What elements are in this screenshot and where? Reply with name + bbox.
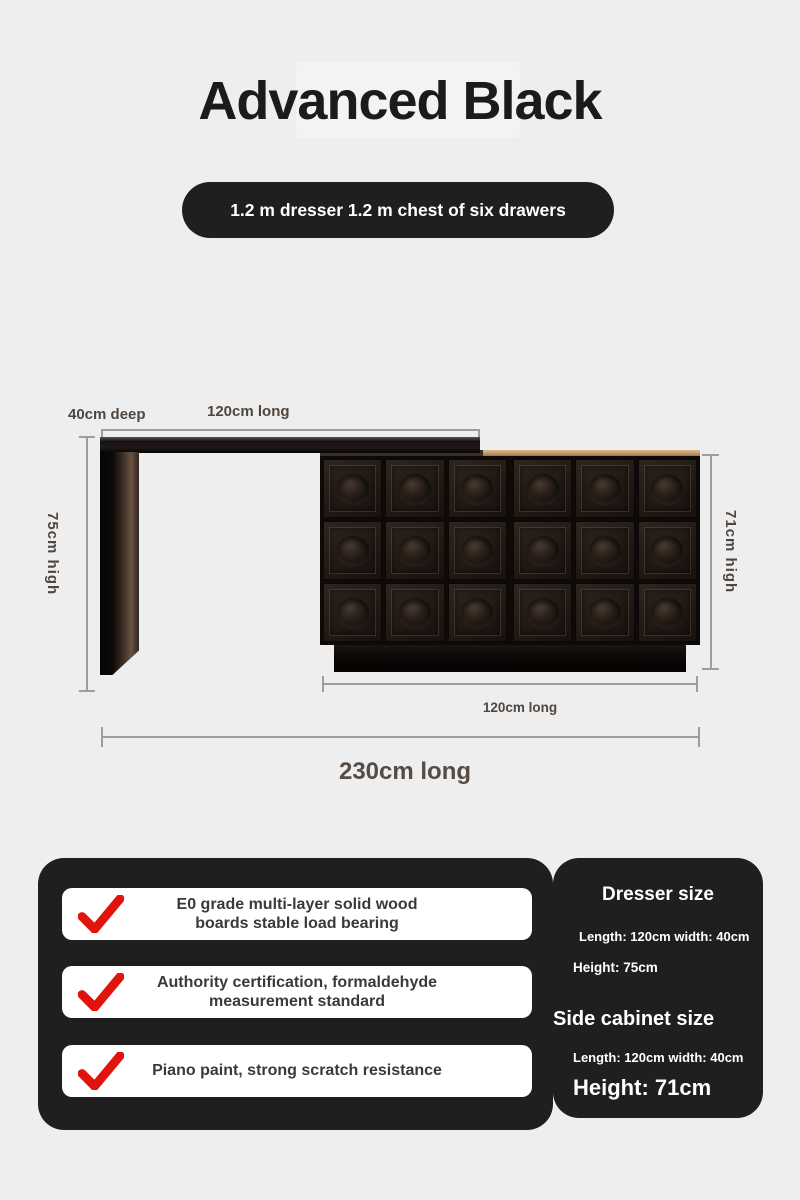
drawer-front [323, 583, 382, 642]
drawer-front [323, 521, 382, 580]
drawer-front [323, 459, 382, 518]
drawer-front [385, 583, 444, 642]
dresser-height: Height: 75cm [573, 960, 658, 975]
drawer-front [448, 459, 507, 518]
drawer-knob [337, 536, 369, 566]
desk-height-bottom-tick [79, 690, 95, 692]
side-cabinet-size-title: Side cabinet size [553, 1008, 715, 1030]
drawer-front [513, 521, 572, 580]
cabinet-height-dimension-line [710, 455, 712, 670]
side-cabinet-dimensions: Length: 120cm width: 40cm [573, 1050, 744, 1065]
cabinet-plinth-base [334, 645, 686, 672]
drawer-front [448, 583, 507, 642]
features-panel [38, 858, 553, 1130]
drawer-front [575, 583, 634, 642]
drawer-knob [461, 474, 493, 504]
side-cabinet [320, 450, 700, 645]
desk-tabletop [100, 437, 480, 453]
cabinet-length-dimension-line [323, 683, 698, 685]
drawer-knob [399, 474, 431, 504]
size-panel [553, 858, 763, 1118]
drawer-knob [337, 474, 369, 504]
drawer-knob [527, 536, 559, 566]
total-length-left-tick [101, 727, 103, 747]
cabinet-length-left-tick [322, 676, 324, 692]
desk-height-dimension-line [86, 437, 88, 692]
drawer-front [385, 521, 444, 580]
drawer-knob [589, 598, 621, 628]
cabinet-length-dimension-label: 120cm long [482, 700, 558, 715]
drawer-knob [651, 598, 683, 628]
drawer-front [575, 521, 634, 580]
drawer-front [385, 459, 444, 518]
cabinet-drawer-grid [320, 456, 700, 645]
feature-text: Authority certification, formaldehyde measurement standard [156, 973, 438, 1010]
drawer-front [513, 583, 572, 642]
drawer-front [448, 521, 507, 580]
subtitle-badge [182, 182, 614, 238]
drawer-knob [337, 598, 369, 628]
desk-length-dimension-line [101, 429, 480, 431]
side-cabinet-height: Height: 71cm [573, 1075, 712, 1100]
total-length-right-tick [698, 727, 700, 747]
cabinet-height-bottom-tick [702, 668, 719, 670]
drawer-front [513, 459, 572, 518]
feature-item [62, 1045, 532, 1097]
cabinet-height-dimension-label: 71cm high [722, 510, 739, 594]
page-title: Advanced Black [198, 71, 602, 131]
feature-text: E0 grade multi-layer solid wood boards stable load bearing [176, 895, 418, 932]
subtitle-badge-label: 1.2 m dresser 1.2 m chest of six drawers [230, 199, 566, 220]
cabinet-height-top-tick [702, 454, 719, 456]
drawer-knob [527, 598, 559, 628]
drawer-knob [651, 474, 683, 504]
drawer-knob [527, 474, 559, 504]
desk-leg-panel [100, 452, 139, 675]
cabinet-length-right-tick [696, 676, 698, 692]
desk-height-dimension-label: 75cm high [44, 512, 61, 596]
feature-item [62, 966, 532, 1018]
drawer-front [638, 583, 697, 642]
drawer-knob [651, 536, 683, 566]
drawer-front [638, 459, 697, 518]
drawer-knob [589, 474, 621, 504]
desk-length-dimension-label: 120cm long [207, 403, 290, 420]
cabinet-left-section [323, 459, 507, 642]
cabinet-right-section [513, 459, 697, 642]
drawer-knob [399, 598, 431, 628]
dresser-size-title: Dresser size [602, 884, 714, 905]
drawer-front [575, 459, 634, 518]
depth-dimension-label: 40cm deep [68, 406, 146, 423]
dresser-dimensions: Length: 120cm width: 40cm [579, 929, 750, 944]
drawer-knob [399, 536, 431, 566]
total-length-dimension-label: 230cm long [338, 758, 472, 785]
drawer-knob [461, 598, 493, 628]
total-length-dimension-line [102, 736, 700, 738]
drawer-knob [589, 536, 621, 566]
drawer-front [638, 521, 697, 580]
feature-text: Piano paint, strong scratch resistance [152, 1062, 442, 1080]
feature-item [62, 888, 532, 940]
desk-height-top-tick [79, 436, 95, 438]
drawer-knob [461, 536, 493, 566]
